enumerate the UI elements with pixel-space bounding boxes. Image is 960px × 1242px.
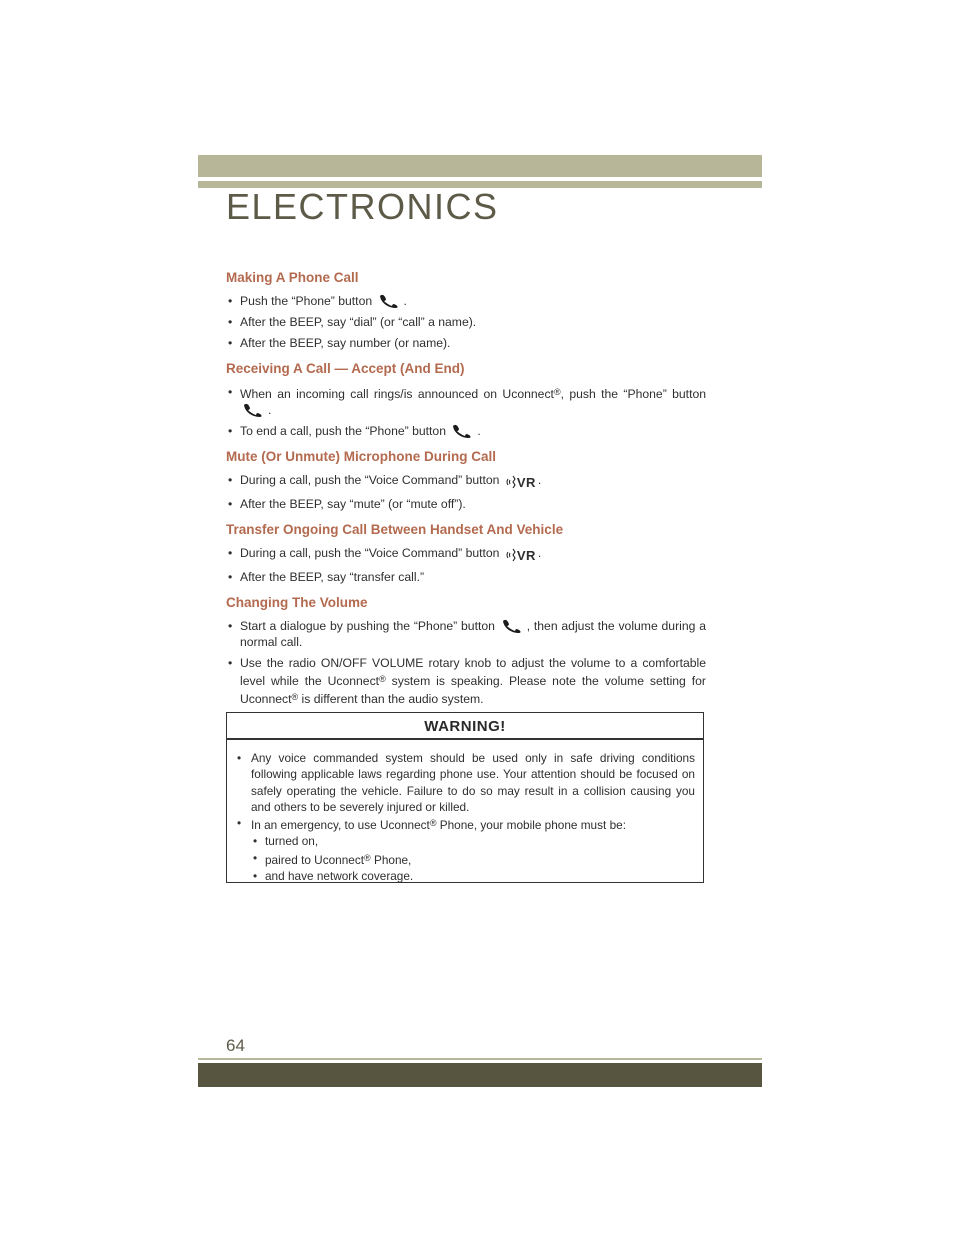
list-making-phone-call [226,293,706,351]
list-item: • Start a dialogue by pushing the “Phone” button , then adjust the volume during a normal call. [226,618,706,650]
registered-mark: ® [379,674,386,684]
registered-mark: ® [364,852,371,863]
footer-rule [198,1058,762,1060]
phone-icon [501,619,525,633]
registered-mark: ® [291,692,299,702]
list-item: • When an incoming call rings/is announced on Uconnect®, push the “Phone” button . [226,384,706,418]
phone-icon [451,424,475,438]
warning-subitem: • paired to Uconnect® Phone, [251,850,695,868]
list-mute-microphone [226,472,706,512]
warning-body [227,740,703,884]
warning-item: • In an emergency, to use Uconnect® Phone, your mobile phone must be: • turned on, • paired to Uconnect® Phone, • and have network coverage. [235,815,695,884]
header-band [198,155,762,177]
warning-box [226,712,704,883]
page-content [226,264,706,717]
warning-title: WARNING! [227,713,703,740]
list-item: • Push the “Phone” button . [226,293,706,309]
list-item: • After the BEEP, say number (or name). [226,335,706,351]
list-receiving-call [226,384,706,439]
warning-sublist [251,833,695,884]
warning-subitem: • and have network coverage. [251,868,695,884]
registered-mark: ® [429,818,437,829]
list-item: • During a call, push the “Voice Command” button VR . [226,545,706,564]
registered-mark: ® [553,387,561,397]
list-item: • After the BEEP, say “transfer call.” [226,569,706,585]
warning-item: • Any voice commanded system should be used only in safe driving conditions following applicable laws regarding phone use. Your attention should be focused on safely operating the vehicle. Failure to do so may result in a collision causing you and others to be severely injured or killed. [235,750,695,815]
section-title: ELECTRONICS [226,186,499,227]
warning-subitem: • turned on, [251,833,695,849]
list-item: • Use the radio ON/OFF VOLUME rotary knob to adjust the volume to a comfortable level while the Uconnect® system is speaking. Please note the volume setting for Uconnect® is different than the audio system. [226,655,706,707]
heading-changing-volume: Changing The Volume [226,595,368,610]
heading-mute-microphone: Mute (Or Unmute) Microphone During Call [226,449,496,464]
list-item: • During a call, push the “Voice Command” button VR . [226,472,706,491]
list-transfer-call [226,545,706,585]
footer-band [198,1063,762,1087]
list-item: • To end a call, push the “Phone” button . [226,423,706,439]
heading-receiving-call: Receiving A Call — Accept (And End) [226,361,465,376]
heading-making-phone-call: Making A Phone Call [226,270,359,285]
voice-command-icon: VR [505,548,536,564]
voice-command-icon: VR [505,475,536,491]
list-item: • After the BEEP, say “mute” (or “mute off”). [226,496,706,512]
page-number: 64 [226,1036,245,1055]
list-changing-volume [226,618,706,707]
list-item: • After the BEEP, say “dial” (or “call” a name). [226,314,706,330]
phone-icon [378,294,402,308]
phone-icon [242,403,266,417]
heading-transfer-call: Transfer Ongoing Call Between Handset And Vehicle [226,522,564,537]
